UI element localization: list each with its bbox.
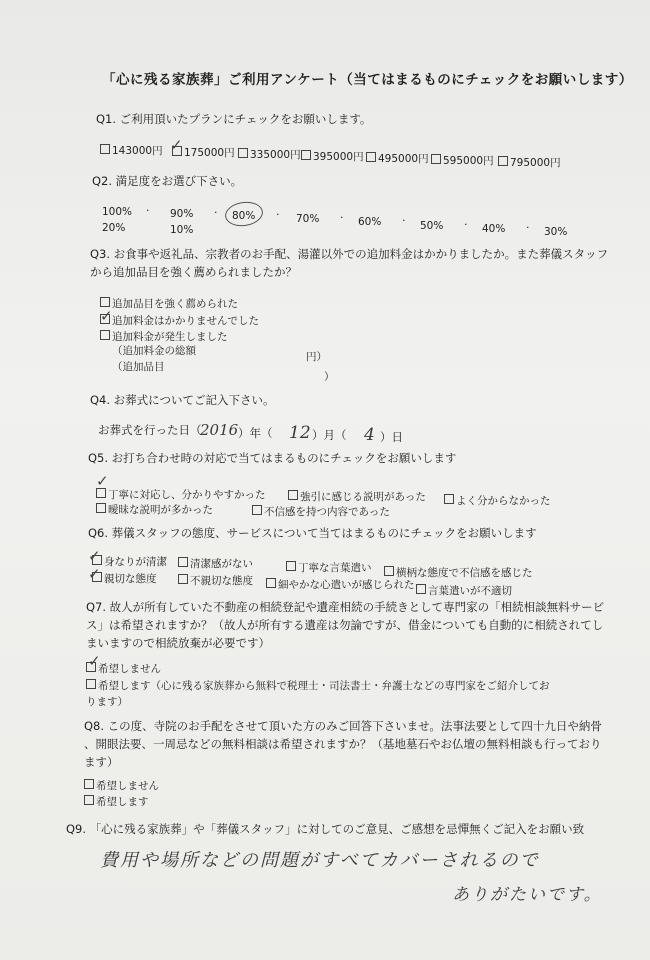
q2-option-3[interactable]: 80% xyxy=(232,210,256,222)
q6-option-label-1: 身なりが清潔 xyxy=(104,556,167,568)
q8-yes-label: 希望します xyxy=(96,796,149,808)
q6-option-2 xyxy=(178,557,253,571)
q2-separator-icon: · xyxy=(276,208,280,221)
q6-label: Q6. 葬儀スタッフの態度、サービスについて当てはまるものにチェックをお願いします xyxy=(88,526,537,540)
q1-option-checkbox-4[interactable] xyxy=(301,150,311,160)
q6-option-3 xyxy=(286,561,372,575)
q6-option-label-2: 清潔感がない xyxy=(190,558,253,570)
q4-date-prefix: お葬式を行った日（ xyxy=(98,423,202,437)
q3-option-3 xyxy=(100,330,228,344)
q7-option-yes xyxy=(86,679,550,693)
q7-line3: まいますので相続放棄が必要です） xyxy=(86,636,270,650)
q2-option-6[interactable]: 50% xyxy=(420,220,444,232)
q5-option-2 xyxy=(288,490,426,504)
q2-option-4[interactable]: 70% xyxy=(296,213,320,225)
q3-option-checkbox-1[interactable] xyxy=(100,297,110,307)
q1-option-label-1: 143000円 xyxy=(112,145,163,157)
q1-option-label-4: 395000円 xyxy=(313,151,364,163)
q7-option-yes-cont: ります） xyxy=(86,696,128,708)
q9-handwritten-line1: 費用や場所などの問題がすべてカバーされるので xyxy=(100,850,540,871)
q7-line1: Q7. 故人が所有していた不動産の相続登記や遺産相続の手続きとして専門家の「相続相談無料サービ xyxy=(86,600,605,614)
q6-option-row2-label-2: 不親切な態度 xyxy=(190,575,253,587)
q3-label-line1: Q3. お食事や返礼品、宗教者のお手配、湯灌以外での追加料金はかかりましたか。また葬儀スタッフ xyxy=(90,247,609,261)
q5-option-row2-label-2: 不信感を持つ内容であった xyxy=(264,506,390,518)
q5-option-label-1: 丁寧に対応し、分かりやすかった xyxy=(108,489,266,501)
q1-option-checkbox-3[interactable] xyxy=(238,148,248,158)
q6-option-checkbox-3[interactable] xyxy=(286,561,296,571)
q5-checkmark-icon: ✓ xyxy=(96,472,109,490)
q3-option-1 xyxy=(100,297,238,311)
q1-checkmark-icon: ✓ xyxy=(170,136,183,154)
q2-separator-icon: · xyxy=(340,211,344,224)
q2-separator-icon: · xyxy=(464,218,468,231)
q8-option-no xyxy=(84,779,159,793)
q5-option-row2-checkbox-1[interactable] xyxy=(96,503,106,513)
q5-option-row2-2 xyxy=(252,505,390,519)
q8-no-label: 希望しません xyxy=(96,780,159,792)
q6-option-label-4: 横柄な態度で不信感を感じた xyxy=(396,567,533,579)
q1-option-label-7: 795000円 xyxy=(510,157,561,169)
q7-no-label: 希望しません xyxy=(98,663,161,675)
q6-option-row2-label-1: 親切な態度 xyxy=(104,573,157,585)
q8-no-checkbox[interactable] xyxy=(84,779,94,789)
q6-option-row2-checkbox-2[interactable] xyxy=(178,574,188,584)
q6-option-row2-3 xyxy=(266,578,415,592)
q2-option-row2-1[interactable]: 20% xyxy=(102,222,126,234)
q5-option-checkbox-2[interactable] xyxy=(288,490,298,500)
q6-checkmark-icon-1: ✓ xyxy=(88,547,101,565)
q3-sub-amount: （追加料金の総額 xyxy=(112,345,196,357)
q2-separator-icon: · xyxy=(214,206,218,219)
q9-handwritten-line2: ありがたいです。 xyxy=(452,885,603,905)
q1-option-label-6: 595000円 xyxy=(443,155,494,167)
q4-label: Q4. お葬式についてご記入下さい。 xyxy=(90,393,275,407)
survey-title: 「心に残る家族葬」ご利用アンケート（当てはまるものにチェックをお願いします） xyxy=(102,72,633,88)
q2-option-7[interactable]: 40% xyxy=(482,223,506,235)
q3-option-checkbox-3[interactable] xyxy=(100,330,110,340)
q1-option-5 xyxy=(366,152,429,166)
q9-label: Q9. 「心に残る家族葬」や「葬儀スタッフ」に対してのご意見、ご感想を忌憚無くご記入をお願い致 xyxy=(66,822,585,836)
q2-separator-icon: · xyxy=(526,221,530,234)
q2-option-row2-2[interactable]: 10% xyxy=(170,224,194,236)
q7-yes-checkbox[interactable] xyxy=(86,679,96,689)
q6-option-row2-4 xyxy=(416,584,512,598)
q2-option-2[interactable]: 90% xyxy=(170,208,194,220)
q6-option-checkbox-4[interactable] xyxy=(384,566,394,576)
q3-label-line2: から追加品目を強く薦められましたか？ xyxy=(90,265,297,279)
q5-option-3 xyxy=(444,494,551,508)
q6-option-row2-checkbox-4[interactable] xyxy=(416,584,426,594)
q6-option-row2-label-3: 細やかな心遣いが感じられた xyxy=(278,579,415,591)
q8-yes-checkbox[interactable] xyxy=(84,795,94,805)
q8-line3: ます） xyxy=(84,755,119,769)
q6-option-row2-1 xyxy=(92,572,157,586)
q3-sub-items-close: ） xyxy=(324,371,335,383)
q4-month-unit: ）月（ xyxy=(312,428,347,442)
q1-option-label-3: 335000円 xyxy=(250,149,301,161)
q5-option-row2-checkbox-2[interactable] xyxy=(252,505,262,515)
q2-label: Q2. 満足度をお選び下さい。 xyxy=(92,174,243,188)
q6-option-row2-checkbox-3[interactable] xyxy=(266,578,276,588)
q5-option-row2-1 xyxy=(96,503,213,517)
q6-checkmark-icon-2: ✓ xyxy=(88,565,101,583)
q3-option-label-3: 追加料金が発生しました xyxy=(112,331,228,343)
q7-checkmark-icon: ✓ xyxy=(88,652,101,670)
q1-option-label-5: 495000円 xyxy=(378,153,429,165)
q1-option-4 xyxy=(301,150,364,164)
q8-line1: Q8. この度、寺院のお手配をさせて頂いた方のみご回答下さいませ。法事法要として四十九日や納骨 xyxy=(84,719,602,733)
q1-option-7 xyxy=(498,156,561,170)
q1-option-label-2: 175000円 xyxy=(184,147,235,159)
q1-option-checkbox-5[interactable] xyxy=(366,152,376,162)
q4-year-handwritten: 2016 xyxy=(200,421,239,439)
q1-label: Q1. ご利用頂いたプランにチェックをお願いします。 xyxy=(96,112,372,126)
q1-option-1 xyxy=(100,144,163,158)
q3-sub-items: （追加品目 xyxy=(112,361,165,373)
q5-option-row2-label-1: 曖昧な説明が多かった xyxy=(108,504,213,516)
q2-separator-icon: · xyxy=(146,204,150,217)
q5-option-label-2: 強引に感じる説明があった xyxy=(300,491,426,503)
q6-option-row2-label-4: 言葉遣いが不適切 xyxy=(428,585,512,597)
q6-option-1 xyxy=(92,555,167,569)
q6-option-checkbox-2[interactable] xyxy=(178,557,188,567)
q5-option-1 xyxy=(96,488,266,502)
q5-label: Q5. お打ち合わせ時の対応で当てはまるものにチェックをお願いします xyxy=(88,451,457,465)
q4-month-handwritten: 12 xyxy=(289,423,311,443)
q3-option-2 xyxy=(100,314,259,328)
q7-yes-label: 希望します（心に残る家族葬から無料で税理士・司法書士・弁護士などの専門家をご紹介してお xyxy=(98,680,550,692)
q1-option-6 xyxy=(431,154,494,168)
q8-option-yes xyxy=(84,795,149,809)
q2-selection-circle-icon xyxy=(224,199,265,228)
q2-option-5[interactable]: 60% xyxy=(358,216,382,228)
q3-option-label-2: 追加料金はかかりませんでした xyxy=(112,315,259,327)
q5-option-checkbox-3[interactable] xyxy=(444,494,454,504)
q2-option-8[interactable]: 30% xyxy=(544,226,568,238)
q2-option-1[interactable]: 100% xyxy=(102,206,133,218)
q2-separator-icon: · xyxy=(402,214,406,227)
q4-year-unit: ）年（ xyxy=(238,426,273,440)
q4-day-handwritten: 4 xyxy=(364,425,375,445)
q7-line2: ス」は希望されますか？（故人が所有する遺産は勿論ですが、借金についても自動的に相続されてし xyxy=(86,618,604,632)
q8-line2: 、開眼法要、一周忌などの無料相談は希望されますか？（基地墓石やお仏壇の無料相談も行っており xyxy=(84,737,602,751)
q1-option-3 xyxy=(238,148,301,162)
q4-day-unit: ）日 xyxy=(380,430,403,444)
q1-option-checkbox-6[interactable] xyxy=(431,154,441,164)
q6-option-label-3: 丁寧な言葉遣い xyxy=(298,562,372,574)
q1-option-checkbox-7[interactable] xyxy=(498,156,508,166)
q3-sub-amount-unit: 円） xyxy=(306,351,327,363)
q1-option-checkbox-1[interactable] xyxy=(100,144,110,154)
q3-checkmark-icon: ✓ xyxy=(100,307,113,325)
q3-option-label-1: 追加品目を強く薦められた xyxy=(112,298,238,310)
q5-option-label-3: よく分からなかった xyxy=(456,495,551,507)
q6-option-row2-2 xyxy=(178,574,253,588)
